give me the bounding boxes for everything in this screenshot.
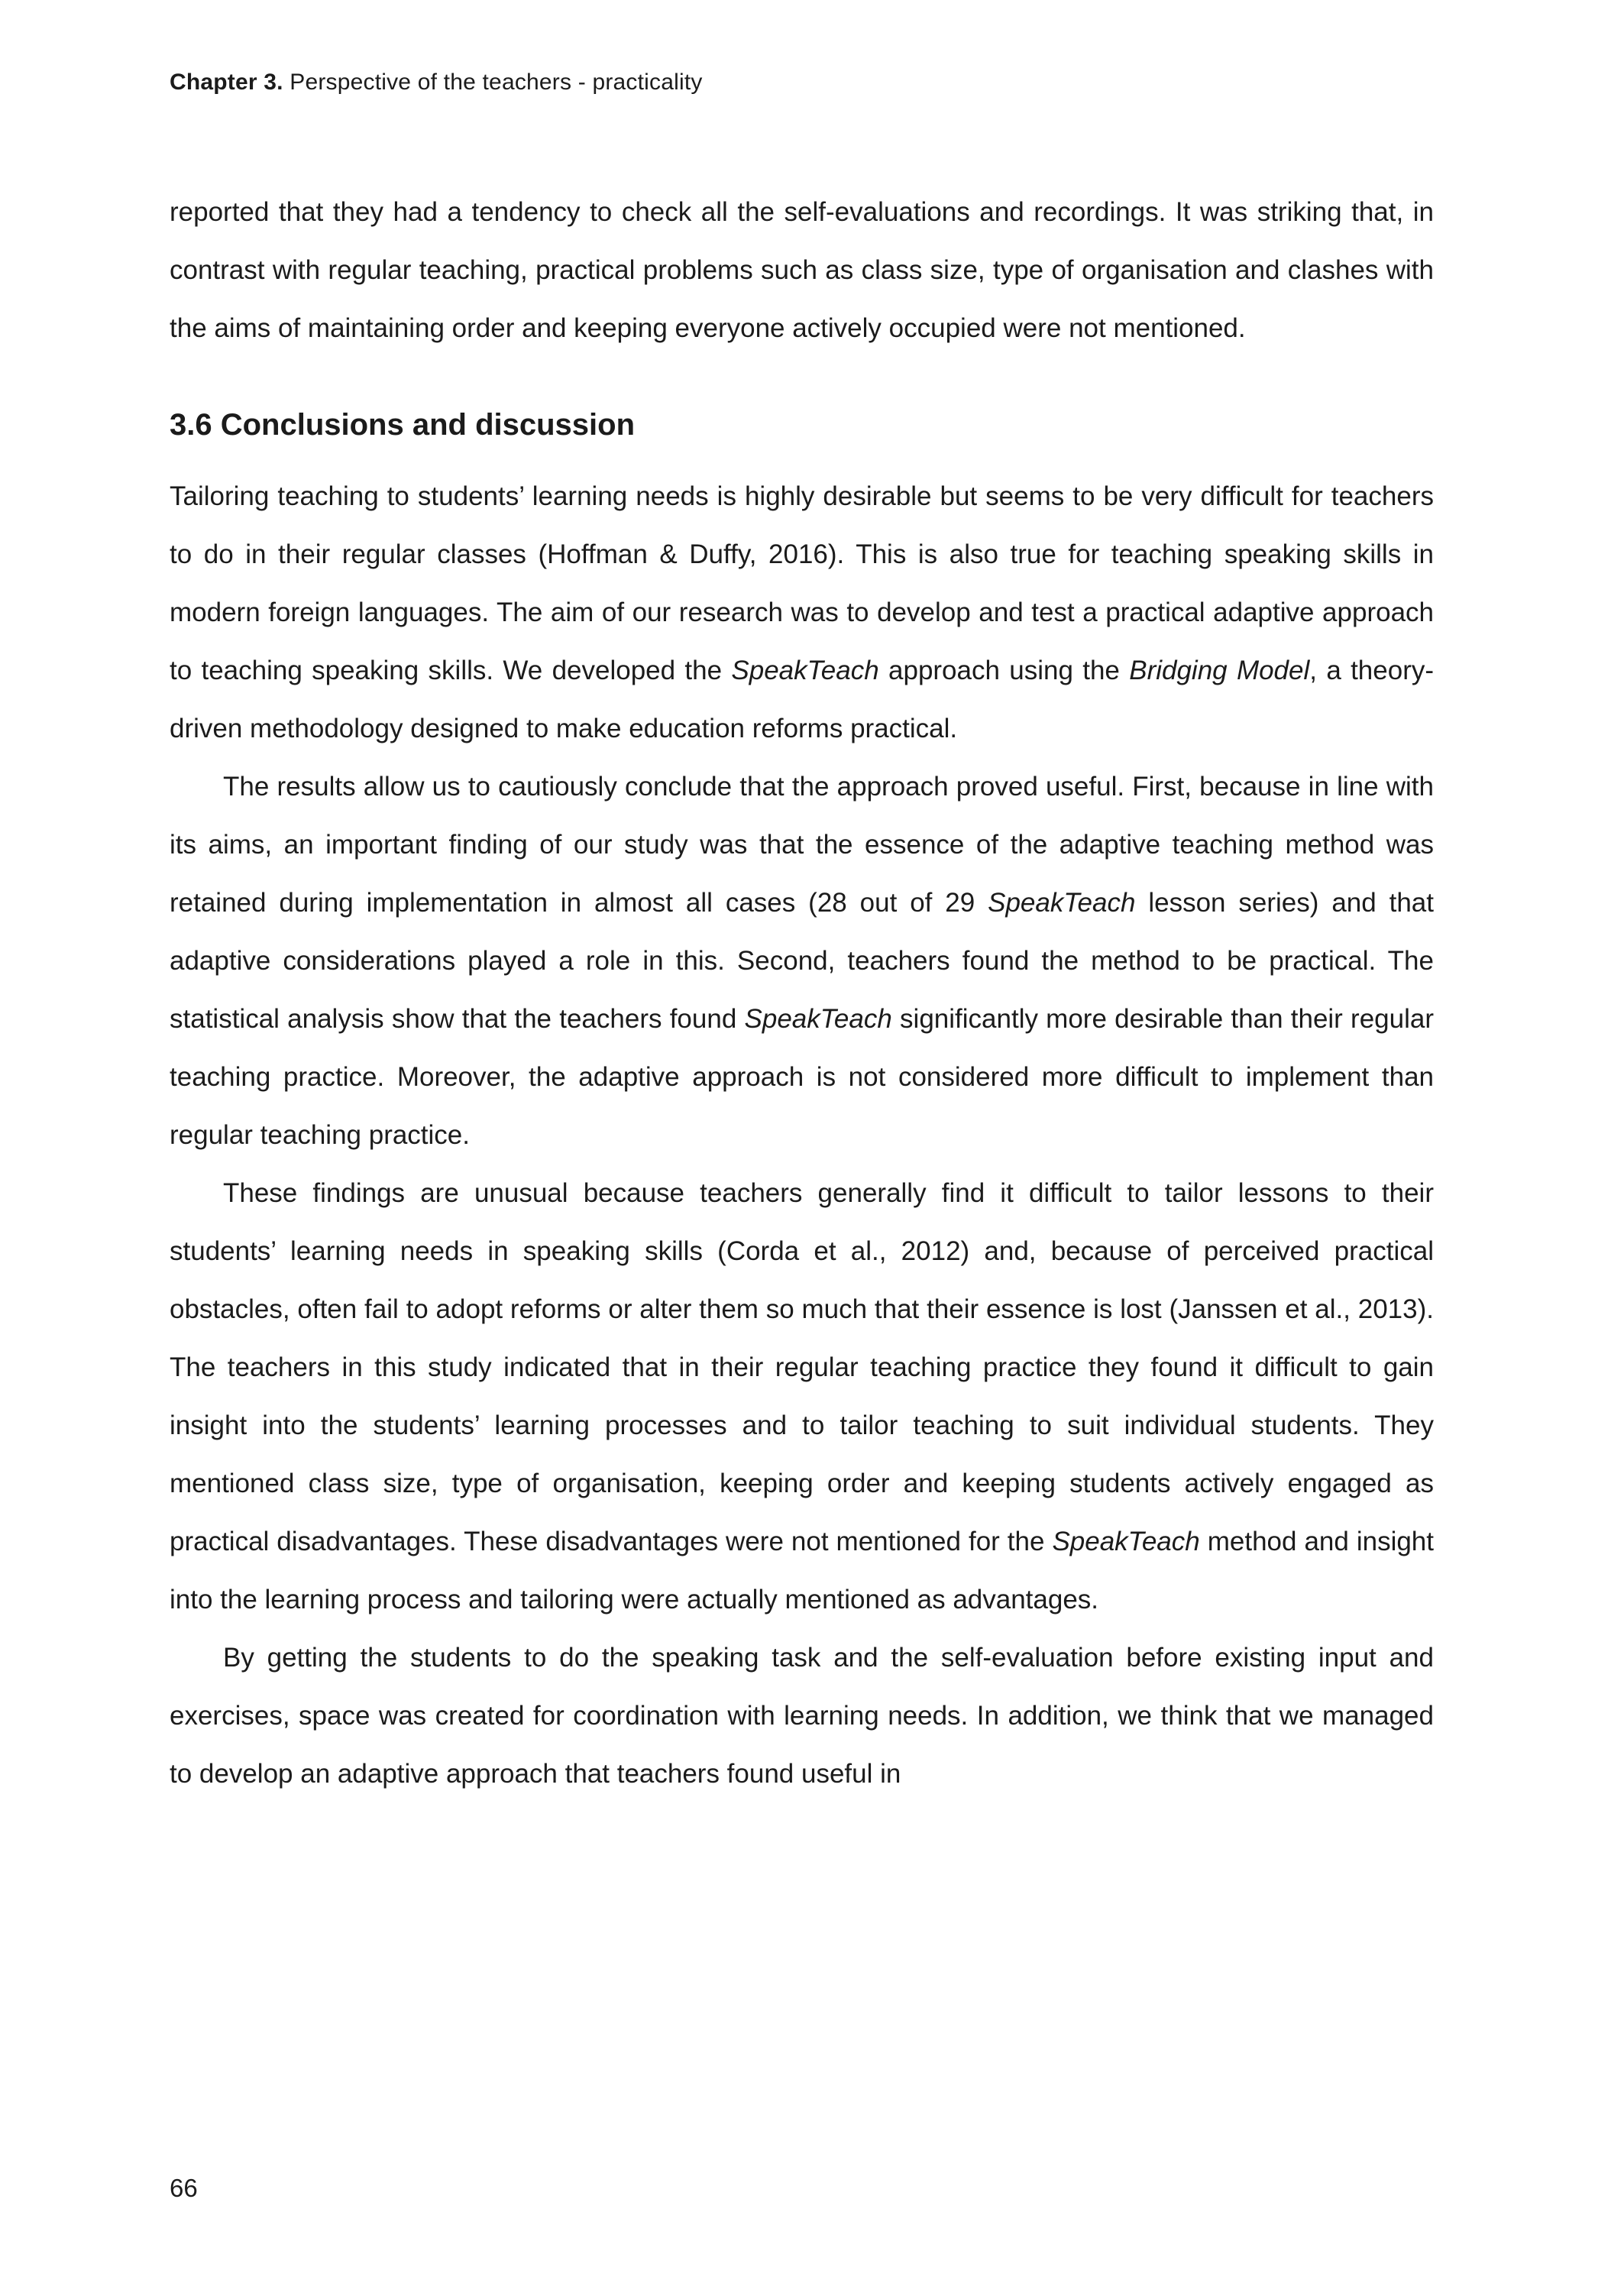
bold-run: Chapter 3. xyxy=(170,70,283,95)
section-heading xyxy=(170,403,1434,446)
text-run: The results allow us to cautiously conclude that the approach proved useful. First, because in line with its aims, an important finding of our study was that the essence of the adaptive teaching method was retained during implementation in almost all cases (28 out of 29 xyxy=(170,772,1434,918)
body-paragraph xyxy=(170,183,1434,358)
text-run: significantly more desirable than their regular teaching practice. Moreover, the adaptive approach is not considered more difficult to implement than regular teaching practice. xyxy=(170,1004,1435,1150)
text-run: method and insight into the learning process and tailoring were actually mentioned as advantages. xyxy=(170,1527,1435,1614)
italic-run: SpeakTeach xyxy=(1052,1527,1200,1556)
text-run: approach using the xyxy=(878,656,1130,685)
text-run: , a theory-driven methodology designed to make education reforms practical. xyxy=(170,656,1435,743)
body-paragraph xyxy=(170,1164,1434,1629)
running-header xyxy=(170,67,1434,98)
italic-run: Bridging Model xyxy=(1129,656,1310,685)
text-run: lesson series) and that adaptive considerations played a role in this. Second, teachers found the method to be practical. The statistical analysis show that the teachers found xyxy=(170,888,1434,1034)
body-paragraph xyxy=(170,758,1434,1164)
page-body xyxy=(170,183,1434,1803)
page-number: 66 xyxy=(170,2174,198,2202)
text-run: Tailoring teaching to students’ learning needs is highly desirable but seems to be very difficult for teachers to do in their regular classes (Hoffman & Duffy, 2016). This is also true for teaching speaking skills in modern foreign languages. The aim of our research was to develop and test a practical adaptive approach to teaching speaking skills. We developed the xyxy=(170,481,1434,685)
italic-run: SpeakTeach xyxy=(731,656,879,685)
italic-run: SpeakTeach xyxy=(744,1004,892,1034)
text-run: reported that they had a tendency to check all the self-evaluations and recordings. It was striking that, in contrast with regular teaching, practical problems such as class size, type of organisation and clashes with the aims of maintaining order and keeping everyone actively occupied were not mentioned. xyxy=(170,197,1434,343)
italic-run: SpeakTeach xyxy=(988,888,1136,918)
body-paragraph xyxy=(170,468,1434,758)
bold-run: 3.6 Conclusions and discussion xyxy=(170,408,636,442)
text-run: Perspective of the teachers - practicality xyxy=(283,70,703,95)
text-run: These findings are unusual because teachers generally find it difficult to tailor lessons to their students’ learning needs in speaking skills (Corda et al., 2012) and, because of perceived practical obstacles, often fail to adopt reforms or alter them so much that their essence is lost (Janssen et al., 2013). The teachers in this study indicated that in their regular teaching practice they found it difficult to gain insight into the students’ learning processes and to tailor teaching to suit individual students. They mentioned class size, type of organisation, keeping order and keeping students actively engaged as practical disadvantages. These disadvantages were not mentioned for the xyxy=(170,1178,1434,1556)
text-run: By getting the students to do the speaking task and the self-evaluation before existing input and exercises, space was created for coordination with learning needs. In addition, we think that we managed to develop an adaptive approach that teachers found useful in xyxy=(170,1643,1434,1789)
body-paragraph xyxy=(170,1629,1434,1803)
